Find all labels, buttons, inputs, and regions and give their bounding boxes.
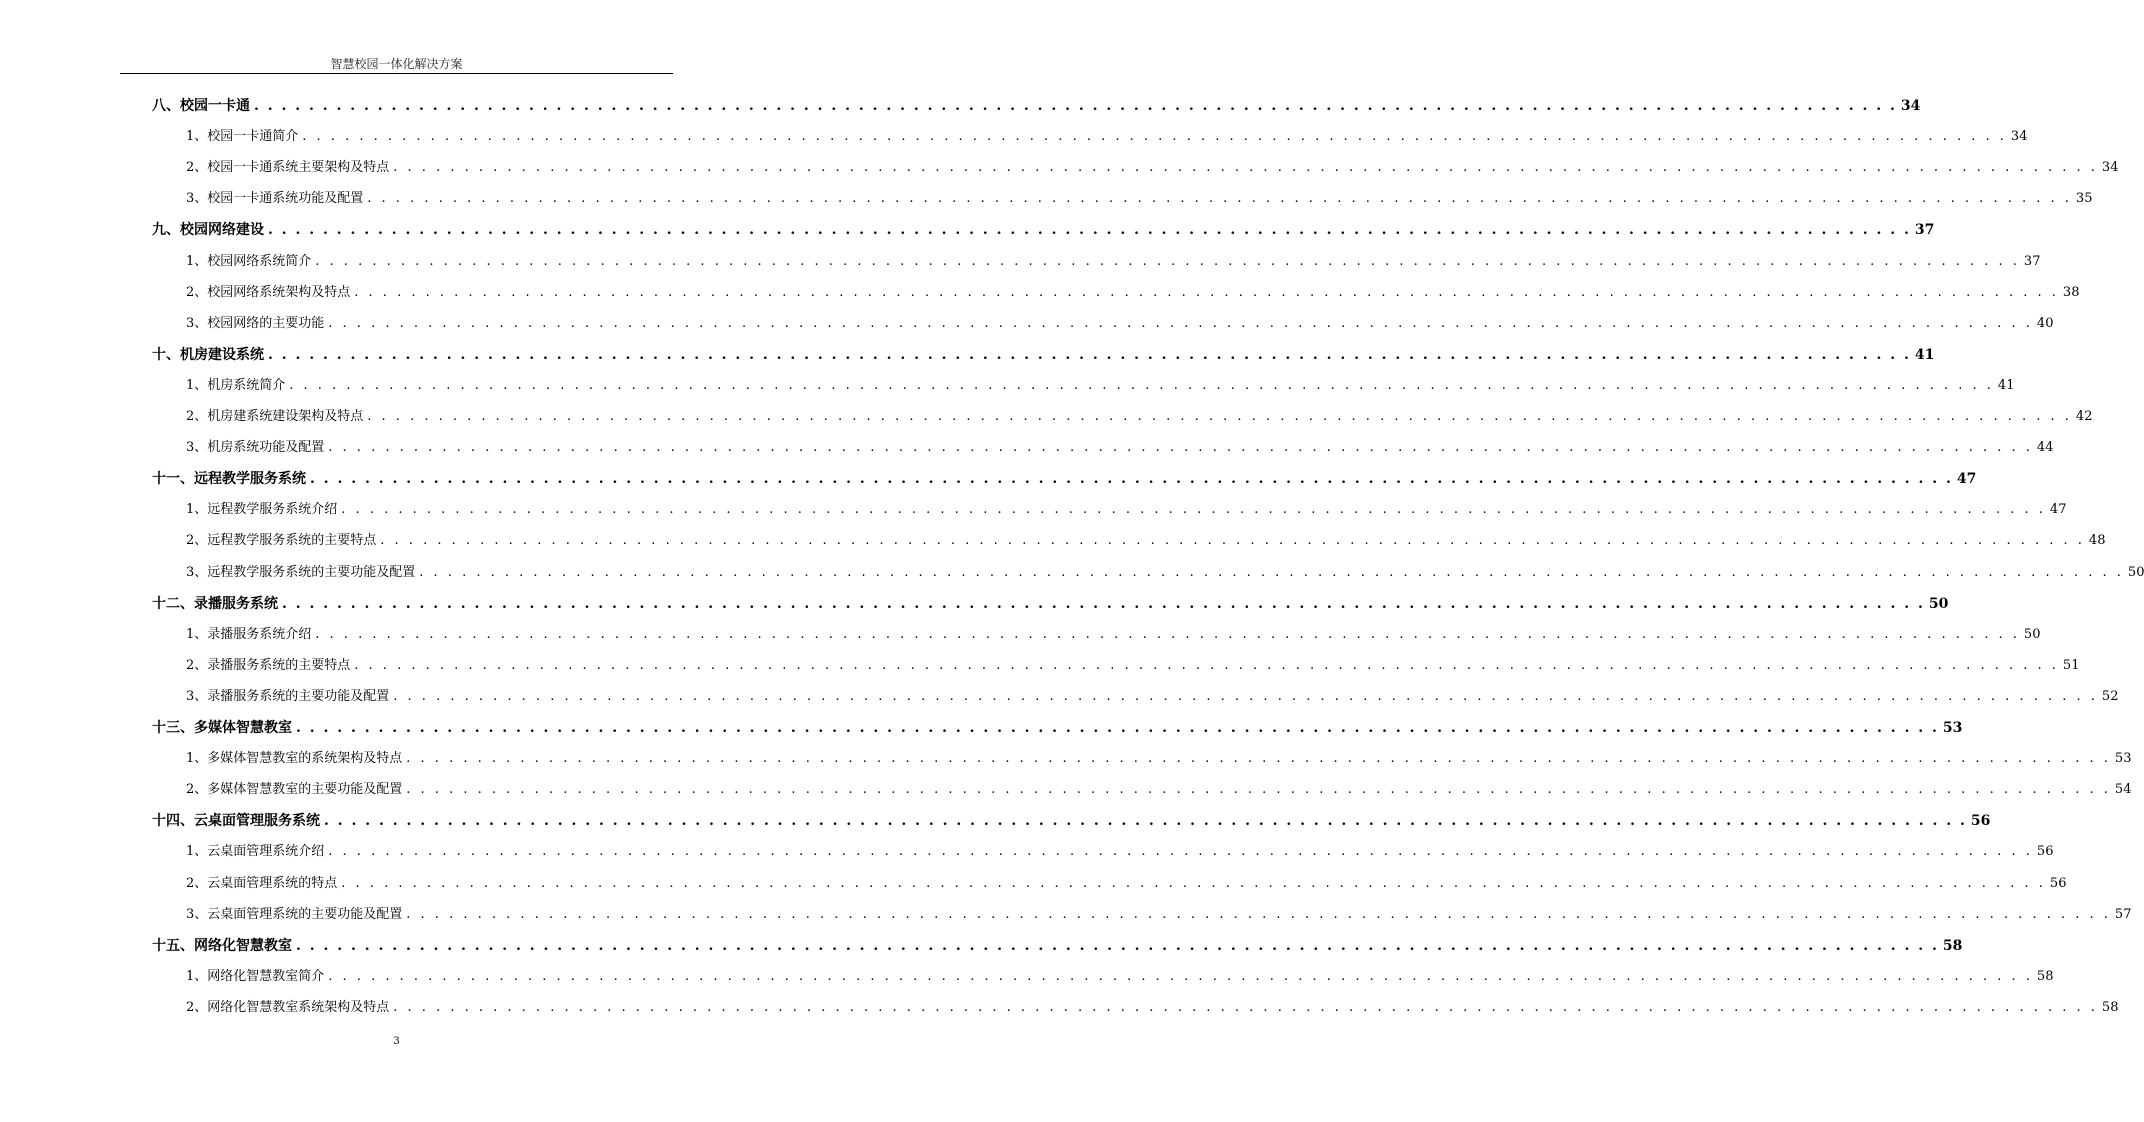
toc-entry-title: 十五、网络化智慧教室 — [152, 937, 292, 954]
toc-section-entry — [186, 437, 2054, 459]
toc-dot-leader: . . . . . . . . . . . . . . . . . . . . . . . . . . . . . . . . . . . . . . . . . . . . . . . . . . . . . . . . . . . . . . . . . . . . . . . . . . . . . . . . . . . . . . . . . . . . . . . . . . . . . . . . . . . . . . . . . . . . . . . . — [328, 968, 2033, 984]
toc-dot-leader: . . . . . . . . . . . . . . . . . . . . . . . . . . . . . . . . . . . . . . . . . . . . . . . . . . . . . . . . . . . . . . . . . . . . . . . . . . . . . . . . . . . . . . . . . . . . . . . . . . . . . . . . . . . . . . . . . . . . . . . . — [282, 595, 1925, 612]
toc-dot-leader: . . . . . . . . . . . . . . . . . . . . . . . . . . . . . . . . . . . . . . . . . . . . . . . . . . . . . . . . . . . . . . . . . . . . . . . . . . . . . . . . . . . . . . . . . . . . . . . . . . . . . . . . . . . . . . . . . . . . . . . . — [406, 782, 2111, 798]
toc-dot-leader: . . . . . . . . . . . . . . . . . . . . . . . . . . . . . . . . . . . . . . . . . . . . . . . . . . . . . . . . . . . . . . . . . . . . . . . . . . . . . . . . . . . . . . . . . . . . . . . . . . . . . . . . . . . . . . . . . . . . . . . . — [393, 160, 2098, 176]
toc-chapter-entry — [152, 468, 1977, 490]
toc-section-entry — [186, 997, 2119, 1019]
toc-entry-title: 3、校园一卡通系统功能及配置 — [186, 191, 364, 207]
toc-dot-leader: . . . . . . . . . . . . . . . . . . . . . . . . . . . . . . . . . . . . . . . . . . . . . . . . . . . . . . . . . . . . . . . . . . . . . . . . . . . . . . . . . . . . . . . . . . . . . . . . . . . . . . . . . . . . . . . . . . . . . . . . — [341, 502, 2046, 518]
toc-entry-page-number: 50 — [2023, 626, 2041, 642]
toc-entry-page-number: 34 — [2101, 160, 2119, 176]
toc-section-entry — [186, 313, 2054, 335]
toc-dot-leader: . . . . . . . . . . . . . . . . . . . . . . . . . . . . . . . . . . . . . . . . . . . . . . . . . . . . . . . . . . . . . . . . . . . . . . . . . . . . . . . . . . . . . . . . . . . . . . . . . . . . . . . . . . . . . . . . . . . . . . . . — [296, 720, 1939, 736]
toc-entry-title: 2、校园一卡通系统主要架构及特点 — [186, 160, 390, 176]
page-number: 3 — [393, 1036, 400, 1047]
toc-entry-title: 1、网络化智慧教室简介 — [186, 968, 325, 984]
toc-dot-leader: . . . . . . . . . . . . . . . . . . . . . . . . . . . . . . . . . . . . . . . . . . . . . . . . . . . . . . . . . . . . . . . . . . . . . . . . . . . . . . . . . . . . . . . . . . . . . . . . . . . . . . . . . . . . . . . . . . . . . . . . — [393, 688, 2098, 704]
toc-dot-leader: . . . . . . . . . . . . . . . . . . . . . . . . . . . . . . . . . . . . . . . . . . . . . . . . . . . . . . . . . . . . . . . . . . . . . . . . . . . . . . . . . . . . . . . . . . . . . . . . . . . . . . . . . . . . . . . . . . . . . . . . — [324, 813, 1967, 830]
toc-entry-title: 八、校园一卡通 — [152, 98, 250, 114]
toc-entry-title: 2、录播服务系统的主要特点 — [186, 657, 351, 673]
toc-entry-page-number: 42 — [2075, 409, 2093, 424]
toc-chapter-entry — [152, 219, 1935, 241]
toc-entry-page-number: 52 — [2101, 688, 2119, 704]
toc-entry-page-number: 50 — [2127, 564, 2144, 580]
toc-entry-title: 1、校园网络系统简介 — [186, 253, 312, 269]
toc-chapter-entry — [152, 95, 1921, 117]
toc-section-entry — [186, 562, 2144, 584]
toc-section-entry — [186, 126, 2028, 148]
toc-entry-page-number: 37 — [2023, 253, 2041, 269]
toc-entry-title: 1、机房系统简介 — [186, 377, 286, 393]
toc-entry-title: 2、机房建系统建设架构及特点 — [186, 409, 364, 424]
toc-chapter-entry — [152, 717, 1963, 739]
toc-dot-leader: . . . . . . . . . . . . . . . . . . . . . . . . . . . . . . . . . . . . . . . . . . . . . . . . . . . . . . . . . . . . . . . . . . . . . . . . . . . . . . . . . . . . . . . . . . . . . . . . . . . . . . . . . . . . . . . . . . . . . . . . — [354, 284, 2059, 300]
toc-dot-leader: . . . . . . . . . . . . . . . . . . . . . . . . . . . . . . . . . . . . . . . . . . . . . . . . . . . . . . . . . . . . . . . . . . . . . . . . . . . . . . . . . . . . . . . . . . . . . . . . . . . . . . . . . . . . . . . . . . . . . . . . — [296, 937, 1939, 954]
toc-entry-page-number: 41 — [1914, 346, 1935, 363]
toc-entry-page-number: 38 — [2062, 284, 2080, 300]
toc-entry-title: 1、云桌面管理系统介绍 — [186, 844, 325, 860]
toc-entry-page-number: 51 — [2062, 657, 2080, 673]
toc-dot-leader: . . . . . . . . . . . . . . . . . . . . . . . . . . . . . . . . . . . . . . . . . . . . . . . . . . . . . . . . . . . . . . . . . . . . . . . . . . . . . . . . . . . . . . . . . . . . . . . . . . . . . . . . . . . . . . . . . . . . . . . . — [254, 98, 1897, 114]
toc-entry-title: 1、校园一卡通简介 — [186, 129, 299, 145]
toc-entry-title: 3、机房系统功能及配置 — [186, 440, 325, 456]
toc-entry-page-number: 34 — [1900, 98, 1921, 114]
running-header-title: 智慧校园一体化解决方案 — [330, 57, 463, 71]
toc-section-entry — [186, 530, 2106, 552]
toc-entry-page-number: 40 — [2036, 315, 2054, 331]
toc-entry-page-number: 53 — [1942, 720, 1963, 736]
toc-entry-page-number: 56 — [2036, 844, 2054, 860]
toc-dot-leader: . . . . . . . . . . . . . . . . . . . . . . . . . . . . . . . . . . . . . . . . . . . . . . . . . . . . . . . . . . . . . . . . . . . . . . . . . . . . . . . . . . . . . . . . . . . . . . . . . . . . . . . . . . . . . . . . . . . . . . . . — [406, 906, 2111, 922]
toc-entry-page-number: 56 — [1970, 813, 1991, 830]
toc-entry-title: 十四、云桌面管理服务系统 — [152, 813, 320, 830]
toc-entry-title: 九、校园网络建设 — [152, 222, 264, 239]
toc-entry-title: 2、云桌面管理系统的特点 — [186, 875, 338, 891]
toc-entry-page-number: 47 — [1956, 471, 1977, 488]
toc-dot-leader: . . . . . . . . . . . . . . . . . . . . . . . . . . . . . . . . . . . . . . . . . . . . . . . . . . . . . . . . . . . . . . . . . . . . . . . . . . . . . . . . . . . . . . . . . . . . . . . . . . . . . . . . . . . . . . . . . . . . . . . . — [354, 657, 2059, 673]
toc-entry-page-number: 58 — [2101, 999, 2119, 1015]
toc-entry-page-number: 58 — [2036, 968, 2054, 984]
toc-dot-leader: . . . . . . . . . . . . . . . . . . . . . . . . . . . . . . . . . . . . . . . . . . . . . . . . . . . . . . . . . . . . . . . . . . . . . . . . . . . . . . . . . . . . . . . . . . . . . . . . . . . . . . . . . . . . . . . . . . . . . . . . — [380, 533, 2085, 549]
toc-dot-leader: . . . . . . . . . . . . . . . . . . . . . . . . . . . . . . . . . . . . . . . . . . . . . . . . . . . . . . . . . . . . . . . . . . . . . . . . . . . . . . . . . . . . . . . . . . . . . . . . . . . . . . . . . . . . . . . . . . . . . . . . — [302, 129, 2007, 145]
toc-entry-title: 2、远程教学服务系统的主要特点 — [186, 533, 377, 549]
toc-dot-leader: . . . . . . . . . . . . . . . . . . . . . . . . . . . . . . . . . . . . . . . . . . . . . . . . . . . . . . . . . . . . . . . . . . . . . . . . . . . . . . . . . . . . . . . . . . . . . . . . . . . . . . . . . . . . . . . . . . . . . . . . — [341, 875, 2046, 891]
toc-entry-title: 十、机房建设系统 — [152, 346, 264, 363]
toc-entry-page-number: 47 — [2049, 502, 2067, 518]
toc-chapter-entry — [152, 593, 1949, 615]
toc-section-entry — [186, 499, 2067, 521]
toc-dot-leader: . . . . . . . . . . . . . . . . . . . . . . . . . . . . . . . . . . . . . . . . . . . . . . . . . . . . . . . . . . . . . . . . . . . . . . . . . . . . . . . . . . . . . . . . . . . . . . . . . . . . . . . . . . . . . . . . . . . . . . . . — [393, 999, 2098, 1015]
toc-entry-page-number: 37 — [1914, 222, 1935, 239]
toc-dot-leader: . . . . . . . . . . . . . . . . . . . . . . . . . . . . . . . . . . . . . . . . . . . . . . . . . . . . . . . . . . . . . . . . . . . . . . . . . . . . . . . . . . . . . . . . . . . . . . . . . . . . . . . . . . . . . . . . . . . . . . . . — [367, 409, 2072, 424]
toc-dot-leader: . . . . . . . . . . . . . . . . . . . . . . . . . . . . . . . . . . . . . . . . . . . . . . . . . . . . . . . . . . . . . . . . . . . . . . . . . . . . . . . . . . . . . . . . . . . . . . . . . . . . . . . . . . . . . . . . . . . . . . . . — [406, 751, 2111, 767]
toc-entry-page-number: 50 — [1928, 595, 1949, 612]
toc-section-entry — [186, 966, 2054, 988]
toc-dot-leader: . . . . . . . . . . . . . . . . . . . . . . . . . . . . . . . . . . . . . . . . . . . . . . . . . . . . . . . . . . . . . . . . . . . . . . . . . . . . . . . . . . . . . . . . . . . . . . . . . . . . . . . . . . . . . . . . . . . . . . . . — [310, 471, 1953, 488]
toc-dot-leader: . . . . . . . . . . . . . . . . . . . . . . . . . . . . . . . . . . . . . . . . . . . . . . . . . . . . . . . . . . . . . . . . . . . . . . . . . . . . . . . . . . . . . . . . . . . . . . . . . . . . . . . . . . . . . . . . . . . . . . . . — [315, 626, 2020, 642]
toc-entry-page-number: 58 — [1942, 937, 1963, 954]
toc-entry-title: 3、校园网络的主要功能 — [186, 315, 325, 331]
toc-section-entry — [186, 873, 2067, 895]
toc-entry-title: 1、录播服务系统介绍 — [186, 626, 312, 642]
toc-dot-leader: . . . . . . . . . . . . . . . . . . . . . . . . . . . . . . . . . . . . . . . . . . . . . . . . . . . . . . . . . . . . . . . . . . . . . . . . . . . . . . . . . . . . . . . . . . . . . . . . . . . . . . . . . . . . . . . . . . . . . . . . — [315, 253, 2020, 269]
toc-dot-leader: . . . . . . . . . . . . . . . . . . . . . . . . . . . . . . . . . . . . . . . . . . . . . . . . . . . . . . . . . . . . . . . . . . . . . . . . . . . . . . . . . . . . . . . . . . . . . . . . . . . . . . . . . . . . . . . . . . . . . . . . — [328, 440, 2033, 456]
toc-entry-title: 2、多媒体智慧教室的主要功能及配置 — [186, 782, 403, 798]
toc-dot-leader: . . . . . . . . . . . . . . . . . . . . . . . . . . . . . . . . . . . . . . . . . . . . . . . . . . . . . . . . . . . . . . . . . . . . . . . . . . . . . . . . . . . . . . . . . . . . . . . . . . . . . . . . . . . . . . . . . . . . . . . . — [419, 564, 2124, 580]
toc-entry-title: 十二、录播服务系统 — [152, 595, 278, 612]
toc-section-entry — [186, 188, 2093, 210]
toc-entry-page-number: 54 — [2114, 782, 2132, 798]
toc-entry-page-number: 48 — [2088, 533, 2106, 549]
toc-entry-page-number: 56 — [2049, 875, 2067, 891]
toc-chapter-entry — [152, 344, 1935, 366]
toc-section-entry — [186, 748, 2132, 770]
toc-section-entry — [186, 624, 2041, 646]
toc-entry-page-number: 34 — [2010, 129, 2028, 145]
toc-entry-title: 十一、远程教学服务系统 — [152, 471, 306, 488]
toc-dot-leader: . . . . . . . . . . . . . . . . . . . . . . . . . . . . . . . . . . . . . . . . . . . . . . . . . . . . . . . . . . . . . . . . . . . . . . . . . . . . . . . . . . . . . . . . . . . . . . . . . . . . . . . . . . . . . . . . . . . . . . . . — [268, 222, 1911, 239]
toc-dot-leader: . . . . . . . . . . . . . . . . . . . . . . . . . . . . . . . . . . . . . . . . . . . . . . . . . . . . . . . . . . . . . . . . . . . . . . . . . . . . . . . . . . . . . . . . . . . . . . . . . . . . . . . . . . . . . . . . . . . . . . . . — [268, 346, 1911, 363]
toc-entry-title: 3、远程教学服务系统的主要功能及配置 — [186, 564, 416, 580]
toc-section-entry — [186, 904, 2132, 926]
toc-entry-page-number: 41 — [1997, 377, 2015, 393]
toc-chapter-entry — [152, 935, 1963, 957]
toc-section-entry — [186, 251, 2041, 273]
toc-entry-page-number: 44 — [2036, 440, 2054, 456]
toc-entry-title: 3、录播服务系统的主要功能及配置 — [186, 688, 390, 704]
toc-dot-leader: . . . . . . . . . . . . . . . . . . . . . . . . . . . . . . . . . . . . . . . . . . . . . . . . . . . . . . . . . . . . . . . . . . . . . . . . . . . . . . . . . . . . . . . . . . . . . . . . . . . . . . . . . . . . . . . . . . . . . . . . — [289, 377, 1994, 393]
toc-dot-leader: . . . . . . . . . . . . . . . . . . . . . . . . . . . . . . . . . . . . . . . . . . . . . . . . . . . . . . . . . . . . . . . . . . . . . . . . . . . . . . . . . . . . . . . . . . . . . . . . . . . . . . . . . . . . . . . . . . . . . . . . — [328, 315, 2033, 331]
toc-entry-title: 2、网络化智慧教室系统架构及特点 — [186, 999, 390, 1015]
toc-section-entry — [186, 282, 2080, 304]
toc-section-entry — [186, 686, 2119, 708]
toc-chapter-entry — [152, 810, 1991, 832]
toc-entry-page-number: 53 — [2114, 751, 2132, 767]
toc-entry-title: 1、多媒体智慧教室的系统架构及特点 — [186, 751, 403, 767]
toc-entry-page-number: 57 — [2114, 906, 2132, 922]
toc-entry-title: 十三、多媒体智慧教室 — [152, 720, 292, 736]
toc-section-entry — [186, 375, 2015, 397]
toc-entry-title: 2、校园网络系统架构及特点 — [186, 284, 351, 300]
toc-section-entry — [186, 406, 2093, 428]
toc-section-entry — [186, 779, 2132, 801]
toc-section-entry — [186, 157, 2119, 179]
toc-section-entry — [186, 841, 2054, 863]
toc-dot-leader: . . . . . . . . . . . . . . . . . . . . . . . . . . . . . . . . . . . . . . . . . . . . . . . . . . . . . . . . . . . . . . . . . . . . . . . . . . . . . . . . . . . . . . . . . . . . . . . . . . . . . . . . . . . . . . . . . . . . . . . . — [367, 191, 2072, 207]
toc-entry-title: 1、远程教学服务系统介绍 — [186, 502, 338, 518]
toc-entry-title: 3、云桌面管理系统的主要功能及配置 — [186, 906, 403, 922]
toc-dot-leader: . . . . . . . . . . . . . . . . . . . . . . . . . . . . . . . . . . . . . . . . . . . . . . . . . . . . . . . . . . . . . . . . . . . . . . . . . . . . . . . . . . . . . . . . . . . . . . . . . . . . . . . . . . . . . . . . . . . . . . . . — [328, 844, 2033, 860]
toc-entry-page-number: 35 — [2075, 191, 2093, 207]
toc-section-entry — [186, 655, 2080, 677]
